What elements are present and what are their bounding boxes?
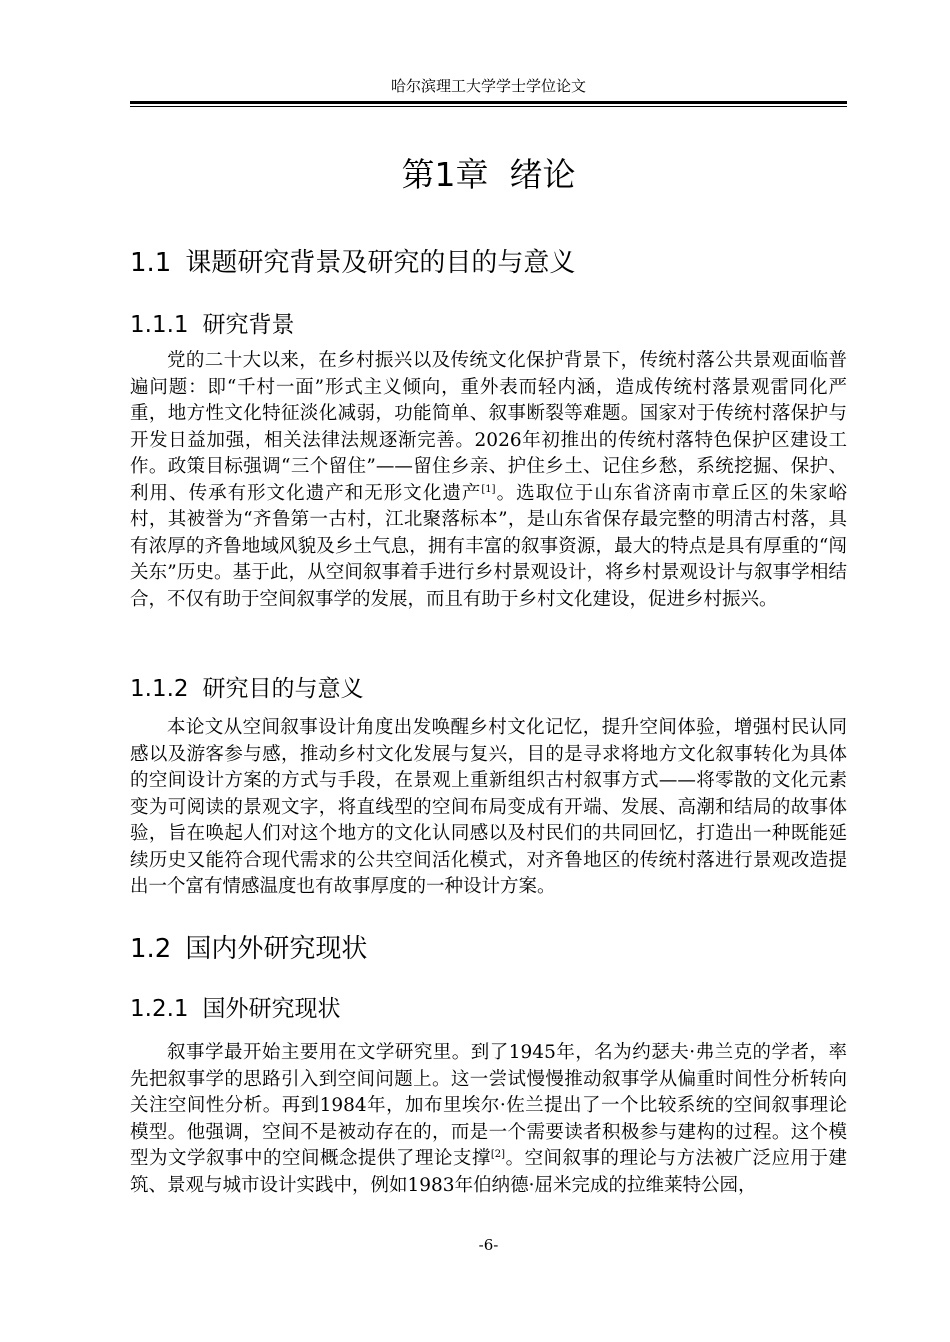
header-rule-thin <box>130 106 847 107</box>
section-heading-1-1-1 <box>130 310 295 340</box>
chapter-title: 第1章 绪论 <box>401 155 576 194</box>
paragraph-text: 。空间叙事的理论与方法被广泛应用于建筑、景观与城市设计实践中，例如1983年伯纳德·屈米完成的拉维莱特公园， <box>130 1148 847 1196</box>
section-heading-1-2 <box>130 932 367 966</box>
paragraph-foreign-research <box>130 1040 847 1199</box>
citation-ref: [2] <box>490 1148 506 1160</box>
running-header: 哈尔滨理工大学学士学位论文 <box>390 77 586 95</box>
section-number: 1.2.1 <box>130 996 189 1022</box>
citation-ref: [1] <box>481 483 496 495</box>
section-title: 研究背景 <box>202 312 295 338</box>
paragraph-text: 叙事学最开始主要用在文学研究里。到了1945年，名为约瑟夫·弗兰克的学者，率先把叙事学的思路引入到空间问题上。这一尝试慢慢推动叙事学从偏重时间性分析转向关注空间性分析。再到1984年，加布里埃尔·佐兰提出了一个比较系统的空间叙事理论模型。他强调，空间不是被动存在的，而是一个需要读者积极参与建构的过程。这个模型为文学叙事中的空间概念提供了理论支撑 <box>130 1042 847 1169</box>
section-number: 1.1.2 <box>130 676 189 702</box>
paragraph-research-background <box>130 348 847 613</box>
section-heading-1-1 <box>130 246 575 280</box>
paragraph-research-purpose <box>130 715 847 901</box>
section-title: 研究目的与意义 <box>202 676 364 702</box>
page-number: -6- <box>478 1236 499 1254</box>
section-title: 国内外研究现状 <box>185 934 368 964</box>
paragraph-text: 。选取位于山东省济南市章丘区的朱家峪村，其被誉为“齐鲁第一古村，江北聚落标本”，是山东省保存最完整的明清古村落，具有浓厚的齐鲁地域风貌及乡土气息，拥有丰富的叙事资源，最大的特点是具有厚重的“闯关东”历史。基于此，从空间叙事着手进行乡村景观设计，将乡村景观设计与叙事学相结合，不仅有助于空间叙事学的发展，而且有助于乡村文化建设，促进乡村振兴。 <box>130 482 847 610</box>
section-number: 1.2 <box>130 934 172 964</box>
section-number: 1.1.1 <box>130 312 189 338</box>
section-title: 课题研究背景及研究的目的与意义 <box>185 248 576 278</box>
section-heading-1-1-2 <box>130 674 364 704</box>
section-number: 1.1 <box>130 248 172 278</box>
section-heading-1-2-1 <box>130 994 341 1024</box>
header-rule <box>130 101 847 104</box>
paragraph-text: 本论文从空间叙事设计角度出发唤醒乡村文化记忆，提升空间体验，增强村民认同感以及游客参与感，推动乡村文化发展与复兴，目的是寻求将地方文化叙事转化为具体的空间设计方案的方式与手段，在景观上重新组织古村叙事方式——将零散的文化元素变为可阅读的景观文字，将直线型的空间布局变成有开端、发展、高潮和结局的故事体验，旨在唤起人们对这个地方的文化认同感以及村民们的共同回忆，打造出一种既能延续历史又能符合现代需求的公共空间活化模式，对齐鲁地区的传统村落进行景观改造提出一个富有情感温度也有故事厚度的一种设计方案。 <box>130 717 847 897</box>
paragraph-text: 党的二十大以来，在乡村振兴以及传统文化保护背景下，传统村落公共景观面临普遍问题：即“千村一面”形式主义倾向，重外表而轻内涵，造成传统村落景观雷同化严重，地方性文化特征淡化减弱，功能简单、叙事断裂等难题。国家对于传统村落保护与开发日益加强，相关法律法规逐渐完善。2026年初推出的传统村落特色保护区建设工作。政策目标强调“三个留住”——留住乡亲、护住乡土、记住乡愁，系统挖掘、保护、利用、传承有形文化遗产和无形文化遗产 <box>130 350 847 504</box>
section-title: 国外研究现状 <box>202 996 341 1022</box>
